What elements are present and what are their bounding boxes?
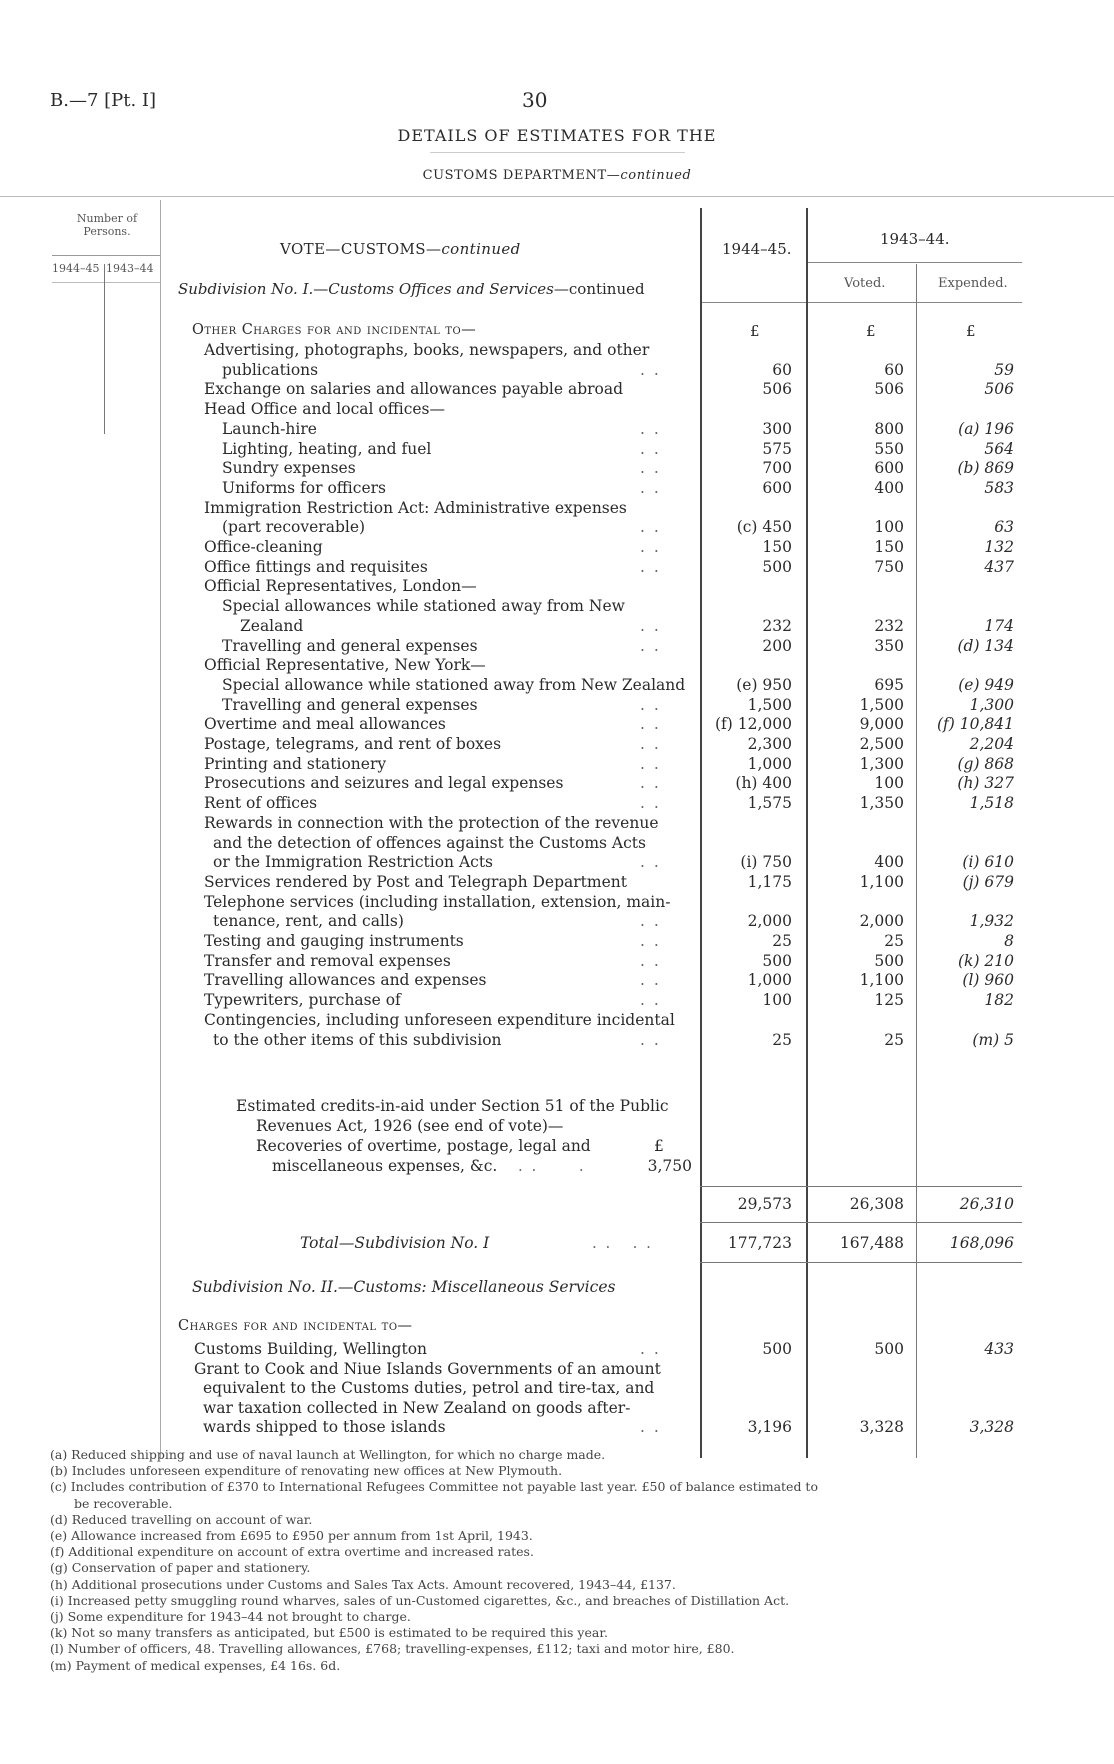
section1-row — [0, 617, 1114, 637]
credits-line-2: Revenues Act, 1926 (see end of vote)— — [256, 1117, 564, 1135]
section1-row — [0, 1011, 1114, 1031]
col-1944-value: (e) 950 — [736, 675, 792, 694]
col-expended-value: (k) 210 — [958, 951, 1014, 970]
section1-row — [0, 459, 1114, 479]
col-expended-value: (h) 327 — [957, 774, 1014, 793]
col-voted-value: 600 — [874, 459, 904, 478]
dot-leader: . . — [640, 557, 661, 576]
row-label: Customs Building, Wellington — [194, 1340, 428, 1358]
col-voted-value: 9,000 — [859, 715, 904, 734]
dot-leader: . . — [640, 1418, 661, 1436]
dot-leader: . . — [640, 439, 661, 458]
row-label: Overtime and meal allowances — [204, 715, 446, 734]
section1-row — [0, 341, 1114, 361]
col-1944-value: 700 — [762, 459, 792, 478]
col-1944-value: 1,000 — [747, 971, 792, 990]
total-expended: 168,096 — [949, 1234, 1014, 1252]
col-expended-value: 1,518 — [969, 794, 1014, 813]
col-voted-value: 25 — [884, 1030, 904, 1049]
col-voted-value: 2,500 — [859, 735, 904, 753]
section1-row — [0, 912, 1114, 932]
footnote: (m) Payment of medical expenses, £4 16s. 6d. — [50, 1657, 341, 1673]
col-voted-value: 1,350 — [859, 794, 904, 813]
col-expended-value: 174 — [984, 616, 1014, 635]
row-label: Rent of offices — [204, 794, 318, 813]
footnote: (k) Not so many transfers as anticipated, but £500 is estimated to be required this year. — [50, 1625, 608, 1641]
row-label: Postage, telegrams, and rent of boxes — [204, 735, 502, 753]
section1-row — [0, 755, 1114, 775]
total-1944: 177,723 — [727, 1234, 792, 1252]
footnote: (c) Includes contribution of £370 to International Refugees Committee not payable last year. £50 of balance estimated to — [50, 1479, 818, 1495]
row-label: and the detection of offences against the Customs Acts — [213, 833, 646, 852]
column-voted: Voted. — [844, 276, 886, 291]
footnote: be recoverable. — [74, 1495, 173, 1511]
col-voted-value: 150 — [874, 538, 904, 556]
col-1944-value: 25 — [772, 932, 792, 950]
credits-line-3: Recoveries of overtime, postage, legal and — [256, 1137, 591, 1155]
footnote: (a) Reduced shipping and use of naval launch at Wellington, for which no charge made. — [50, 1447, 606, 1462]
row-label: Rewards in connection with the protection of the revenue — [204, 813, 659, 832]
section1-row — [0, 676, 1114, 696]
row-label: to the other items of this subdivision — [213, 1030, 502, 1049]
document-code: B.—7 [Pt. I] — [50, 90, 157, 111]
subdivision-2-heading: Subdivision No. II.—Customs: Miscellaneous Services — [192, 1278, 616, 1296]
section1-row — [0, 577, 1114, 597]
col-1944-value: 232 — [762, 616, 792, 635]
row-label: Sundry expenses — [222, 459, 356, 478]
dot-leader: . . — [640, 971, 661, 990]
section1-row — [0, 558, 1114, 578]
row-label: Testing and gauging instruments — [204, 932, 464, 950]
col-expended-value: 1,300 — [969, 695, 1014, 714]
credits-amount: 3,750 — [647, 1157, 692, 1175]
col-voted-value: 232 — [874, 616, 904, 635]
footnote: (g) Conservation of paper and stationery. — [50, 1560, 311, 1576]
dot-leader: . . — [640, 478, 661, 497]
section2-row — [0, 1379, 1114, 1399]
footnote: (h) Additional prosecutions under Customs and Sales Tax Acts. Amount recovered, 1943–44, £137. — [50, 1576, 676, 1592]
currency-1944: £ — [750, 322, 760, 340]
col-voted-value: 1,500 — [859, 695, 904, 714]
col-1944-value: 1,175 — [747, 872, 792, 891]
column-expended: Expended. — [938, 276, 1008, 291]
col-voted-value: 1,100 — [859, 971, 904, 990]
dot-leader: . . — [640, 360, 661, 379]
dot-leader: . . — [640, 419, 661, 438]
col-voted-value: 125 — [874, 991, 904, 1010]
section1-row — [0, 420, 1114, 440]
col-voted-value: 60 — [884, 360, 904, 379]
dot-leader: . . — [640, 715, 661, 734]
col-1944-value: (h) 400 — [735, 774, 792, 793]
section1-row — [0, 873, 1114, 893]
row-label: Typewriters, purchase of — [204, 991, 401, 1010]
col-1944-value: 500 — [762, 951, 792, 970]
col-expended-value: (j) 679 — [962, 872, 1014, 891]
col-voted-value: 100 — [874, 774, 904, 793]
dot-leader: . . — [640, 853, 661, 872]
col-voted-value: 350 — [874, 636, 904, 655]
col-expended-value: (d) 134 — [957, 636, 1014, 655]
dot-leader: . . — [640, 695, 661, 714]
col-expended-value: (e) 949 — [958, 675, 1014, 694]
col-voted-value: 100 — [874, 518, 904, 537]
credits-leader: . . . — [518, 1157, 586, 1175]
section1-row — [0, 400, 1114, 420]
col-1944-value: 3,196 — [747, 1418, 792, 1436]
row-label: Special allowances while stationed away from New — [222, 597, 625, 616]
row-label: Immigration Restriction Act: Administrative expenses — [204, 498, 627, 517]
col-1944-value: 500 — [762, 557, 792, 576]
section1-row — [0, 518, 1114, 538]
dot-leader: . . — [640, 951, 661, 970]
col-expended-value: 63 — [994, 518, 1014, 537]
total-voted: 167,488 — [839, 1234, 904, 1252]
dot-leader: . . — [640, 932, 661, 950]
row-label: Exchange on salaries and allowances payable abroad — [204, 380, 624, 399]
dot-leader: . . — [640, 1340, 661, 1358]
section2-row — [0, 1340, 1114, 1360]
credits-line-1: Estimated credits-in-aid under Section 51 of the Public — [236, 1097, 669, 1115]
row-label: Advertising, photographs, books, newspapers, and other — [204, 341, 650, 359]
section2-row — [0, 1399, 1114, 1419]
page-number: 30 — [522, 88, 548, 112]
row-label: Travelling and general expenses — [222, 636, 478, 655]
row-label: Contingencies, including unforeseen expenditure incidental — [204, 1010, 675, 1029]
row-label: equivalent to the Customs duties, petrol and tire-tax, and — [203, 1379, 655, 1397]
footnote: (b) Includes unforeseen expenditure of renovating new offices at New Plymouth. — [50, 1463, 563, 1479]
col-expended-value: 2,204 — [969, 735, 1014, 753]
col-1944-value: 1,575 — [747, 794, 792, 813]
col-voted-value: 400 — [874, 478, 904, 497]
row-label: (part recoverable) — [222, 518, 366, 537]
dot-leader: . . — [640, 1030, 661, 1049]
dot-leader: . . — [640, 754, 661, 773]
section1-row — [0, 696, 1114, 716]
section1-row — [0, 932, 1114, 952]
subdivision-1-heading: Subdivision No. I.—Customs Offices and Services—continued — [178, 280, 645, 298]
col-voted-value: 800 — [874, 419, 904, 438]
currency-voted: £ — [866, 322, 876, 340]
col-voted-value: 550 — [874, 439, 904, 458]
footnote: (e) Allowance increased from £695 to £950 per annum from 1st April, 1943. — [50, 1528, 533, 1543]
col-voted-value: 506 — [874, 380, 904, 399]
row-label: Launch-hire — [222, 419, 317, 438]
persons-year-1943: 1943–44 — [106, 262, 154, 275]
col-voted-value: 695 — [874, 675, 904, 694]
col-voted-value: 750 — [874, 557, 904, 576]
row-label: Uniforms for officers — [222, 478, 386, 497]
section1-row — [0, 794, 1114, 814]
row-label: Head Office and local offices— — [204, 400, 446, 419]
col-expended-value: 3,328 — [969, 1418, 1014, 1436]
credits-line-4: miscellaneous expenses, &c. — [272, 1157, 498, 1175]
col-1944-value: 100 — [762, 991, 792, 1010]
col-expended-value: 182 — [984, 991, 1014, 1010]
col-1944-value: 575 — [762, 439, 792, 458]
section1-row — [0, 440, 1114, 460]
subtotal-1944: 29,573 — [737, 1195, 792, 1213]
row-label: Lighting, heating, and fuel — [222, 439, 432, 458]
number-of-persons-label: Number of Persons. — [76, 212, 138, 238]
col-1944-value: 2,300 — [747, 735, 792, 753]
row-label: or the Immigration Restriction Acts — [213, 853, 494, 872]
row-label: Office-cleaning — [204, 538, 323, 556]
row-label: war taxation collected in New Zealand on goods after- — [203, 1398, 631, 1417]
col-voted-value: 400 — [874, 853, 904, 872]
section1-row — [0, 380, 1114, 400]
row-label: Grant to Cook and Niue Islands Governments of an amount — [194, 1359, 661, 1378]
dot-leader: . . — [640, 518, 661, 537]
col-1944-value: 25 — [772, 1030, 792, 1049]
dot-leader: . . — [640, 794, 661, 813]
page-title: DETAILS OF ESTIMATES FOR THE — [397, 126, 717, 145]
section1-row — [0, 715, 1114, 735]
footnote: (l) Number of officers, 48. Travelling allowances, £768; travelling-expenses, £112; taxi and motor hire, £80. — [50, 1641, 735, 1657]
section1-row — [0, 814, 1114, 834]
dot-leader: . . — [640, 459, 661, 478]
col-1944-value: 300 — [762, 419, 792, 438]
section1-row — [0, 991, 1114, 1011]
row-label: Prosecutions and seizures and legal expenses — [204, 774, 564, 793]
col-voted-value: 3,328 — [859, 1418, 904, 1436]
dot-leader: . . — [640, 912, 661, 931]
other-charges-heading: Other Charges for and incidental to— — [192, 322, 477, 338]
col-expended-value: (m) 5 — [972, 1030, 1014, 1049]
col-expended-value: (b) 869 — [957, 459, 1014, 478]
section1-row — [0, 952, 1114, 972]
col-expended-value: 437 — [984, 557, 1014, 576]
section1-row — [0, 774, 1114, 794]
row-label: Printing and stationery — [204, 754, 387, 773]
section1-row — [0, 735, 1114, 755]
col-expended-value: 1,932 — [969, 912, 1014, 931]
col-expended-value: 564 — [984, 439, 1014, 458]
charges-heading: Charges for and incidental to— — [178, 1318, 413, 1334]
row-label: Office fittings and requisites — [204, 557, 428, 576]
col-1944-value: 200 — [762, 636, 792, 655]
col-expended-value: 132 — [984, 538, 1014, 556]
section1-row — [0, 834, 1114, 854]
section1-row — [0, 361, 1114, 381]
row-label: Zealand — [240, 616, 304, 635]
total-label: Total—Subdivision No. I — [300, 1234, 490, 1252]
section1-row — [0, 499, 1114, 519]
section1-row — [0, 479, 1114, 499]
column-1943-44: 1943–44. — [880, 230, 950, 248]
page-subtitle: CUSTOMS DEPARTMENT—continued — [422, 168, 692, 183]
dot-leader: . . — [640, 774, 661, 793]
col-voted-value: 1,300 — [859, 754, 904, 773]
col-expended-value: 8 — [1004, 932, 1014, 950]
persons-year-1944: 1944–45 — [52, 262, 100, 275]
row-label: Transfer and removal expenses — [204, 951, 451, 970]
section1-row — [0, 656, 1114, 676]
total-leader: . . . . — [592, 1234, 653, 1252]
col-expended-value: 583 — [984, 478, 1014, 497]
currency-expended: £ — [966, 322, 976, 340]
col-expended-value: 59 — [994, 360, 1014, 379]
col-1944-value: (c) 450 — [736, 518, 792, 537]
col-expended-value: (i) 610 — [962, 853, 1014, 872]
section2-row — [0, 1418, 1114, 1438]
section2-row — [0, 1360, 1114, 1380]
row-label: Travelling allowances and expenses — [204, 971, 487, 990]
col-1944-value: 506 — [762, 380, 792, 399]
row-label: tenance, rent, and calls) — [213, 912, 404, 931]
col-voted-value: 500 — [874, 951, 904, 970]
footnote: (j) Some expenditure for 1943–44 not brought to charge. — [50, 1609, 411, 1624]
col-1944-value: 600 — [762, 478, 792, 497]
row-label: Services rendered by Post and Telegraph Department — [204, 872, 627, 891]
section1-row — [0, 971, 1114, 991]
col-voted-value: 1,100 — [859, 872, 904, 891]
row-label: Official Representatives, London— — [204, 577, 477, 596]
col-1944-value: 1,500 — [747, 695, 792, 714]
dot-leader: . . — [640, 991, 661, 1010]
col-1944-value: (f) 12,000 — [715, 715, 792, 734]
section1-row — [0, 538, 1114, 558]
dot-leader: . . — [640, 735, 661, 753]
col-1944-value: 2,000 — [747, 912, 792, 931]
row-label: Special allowance while stationed away from New Zealand — [222, 675, 686, 694]
col-voted-value: 500 — [874, 1340, 904, 1358]
row-label: Official Representative, New York— — [204, 656, 486, 675]
row-label: Telephone services (including installation, extension, main- — [204, 892, 671, 911]
dot-leader: . . — [640, 538, 661, 556]
col-expended-value: (g) 868 — [957, 754, 1014, 773]
column-1944-45: 1944–45. — [722, 240, 792, 258]
section1-row — [0, 597, 1114, 617]
subtotal-voted: 26,308 — [849, 1195, 904, 1213]
col-1944-value: (i) 750 — [740, 853, 792, 872]
dot-leader: . . — [640, 616, 661, 635]
row-label: wards shipped to those islands — [203, 1418, 446, 1436]
section1-row — [0, 637, 1114, 657]
col-voted-value: 2,000 — [859, 912, 904, 931]
section1-row — [0, 893, 1114, 913]
col-1944-value: 1,000 — [747, 754, 792, 773]
col-voted-value: 25 — [884, 932, 904, 950]
section1-row — [0, 1031, 1114, 1051]
col-1944-value: 150 — [762, 538, 792, 556]
col-1944-value: 60 — [772, 360, 792, 379]
section1-row — [0, 853, 1114, 873]
col-expended-value: (l) 960 — [962, 971, 1014, 990]
row-label: Travelling and general expenses — [222, 695, 478, 714]
col-expended-value: 433 — [984, 1340, 1014, 1358]
subtotal-expended: 26,310 — [959, 1195, 1014, 1213]
dot-leader: . . — [640, 636, 661, 655]
col-1944-value: 500 — [762, 1340, 792, 1358]
vote-title: VOTE—CUSTOMS—continued — [280, 240, 521, 258]
footnote: (i) Increased petty smuggling round wharves, sales of un-Customed cigarettes, &c., and breaches of Distillation Act. — [50, 1592, 790, 1608]
col-expended-value: 506 — [984, 380, 1014, 399]
col-expended-value: (f) 10,841 — [937, 715, 1014, 734]
footnote: (f) Additional expenditure on account of extra overtime and increased rates. — [50, 1544, 534, 1560]
col-expended-value: (a) 196 — [958, 419, 1014, 438]
credits-currency: £ — [654, 1137, 664, 1155]
row-label: publications — [222, 360, 319, 379]
footnote: (d) Reduced travelling on account of war. — [50, 1511, 313, 1527]
